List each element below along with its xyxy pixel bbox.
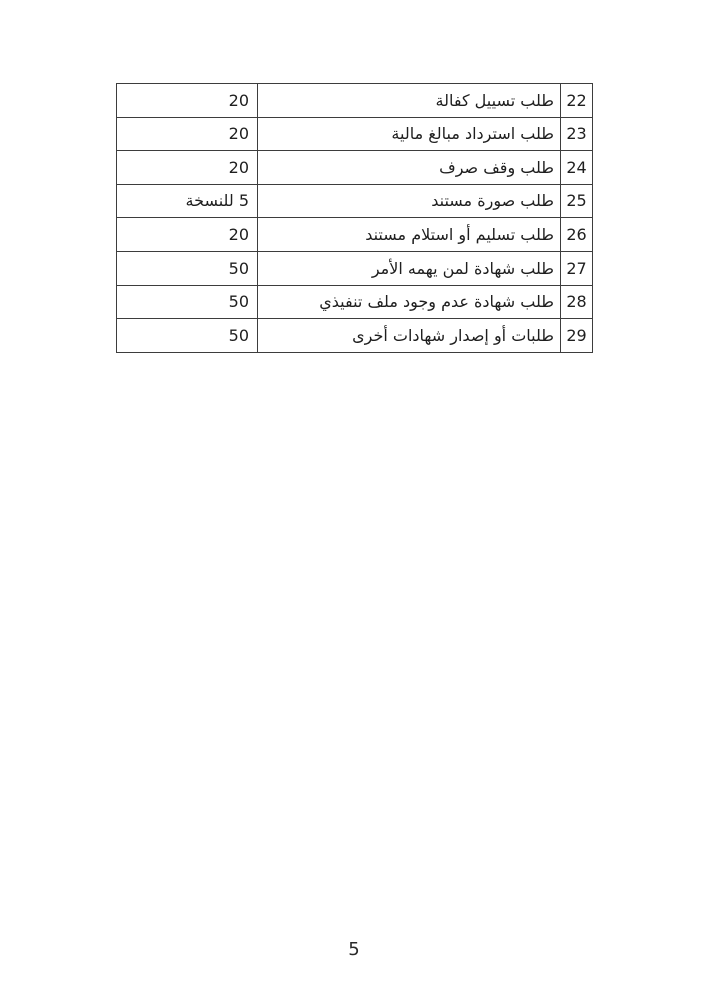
service-description-cell: طلبات أو إصدار شهادات أخرى	[258, 319, 561, 353]
fee-amount-cell: 50	[117, 285, 258, 319]
fees-table-body	[117, 84, 593, 353]
row-number-cell: 22	[561, 84, 593, 118]
fee-table-row	[117, 84, 593, 118]
fee-amount-cell: 20	[117, 151, 258, 185]
row-number-cell: 26	[561, 218, 593, 252]
fee-table-row	[117, 151, 593, 185]
fee-table-row	[117, 117, 593, 151]
service-description-cell: طلب وقف صرف	[258, 151, 561, 185]
row-number-cell: 29	[561, 319, 593, 353]
fees-table	[116, 83, 593, 353]
service-description-cell: طلب استرداد مبالغ مالية	[258, 117, 561, 151]
fee-table-row	[117, 218, 593, 252]
row-number-cell: 28	[561, 285, 593, 319]
fee-table-row	[117, 285, 593, 319]
service-description-cell: طلب شهادة عدم وجود ملف تنفيذي	[258, 285, 561, 319]
row-number-cell: 23	[561, 117, 593, 151]
fee-amount-cell: 50	[117, 251, 258, 285]
row-number-cell: 25	[561, 184, 593, 218]
service-description-cell: طلب تسليم أو استلام مستند	[258, 218, 561, 252]
fee-amount-cell: 20	[117, 218, 258, 252]
fee-amount-cell: 20	[117, 117, 258, 151]
fee-table-row	[117, 319, 593, 353]
page-number: 5	[348, 939, 360, 960]
row-number-cell: 24	[561, 151, 593, 185]
fee-table-row	[117, 251, 593, 285]
fee-amount-cell: 20	[117, 84, 258, 118]
fee-amount-cell: 50	[117, 319, 258, 353]
service-description-cell: طلب شهادة لمن يهمه الأمر	[258, 251, 561, 285]
fee-amount-cell: 5 للنسخة	[117, 184, 258, 218]
service-description-cell: طلب تسييل كفالة	[258, 84, 561, 118]
fee-table-row	[117, 184, 593, 218]
service-description-cell: طلب صورة مستند	[258, 184, 561, 218]
row-number-cell: 27	[561, 251, 593, 285]
